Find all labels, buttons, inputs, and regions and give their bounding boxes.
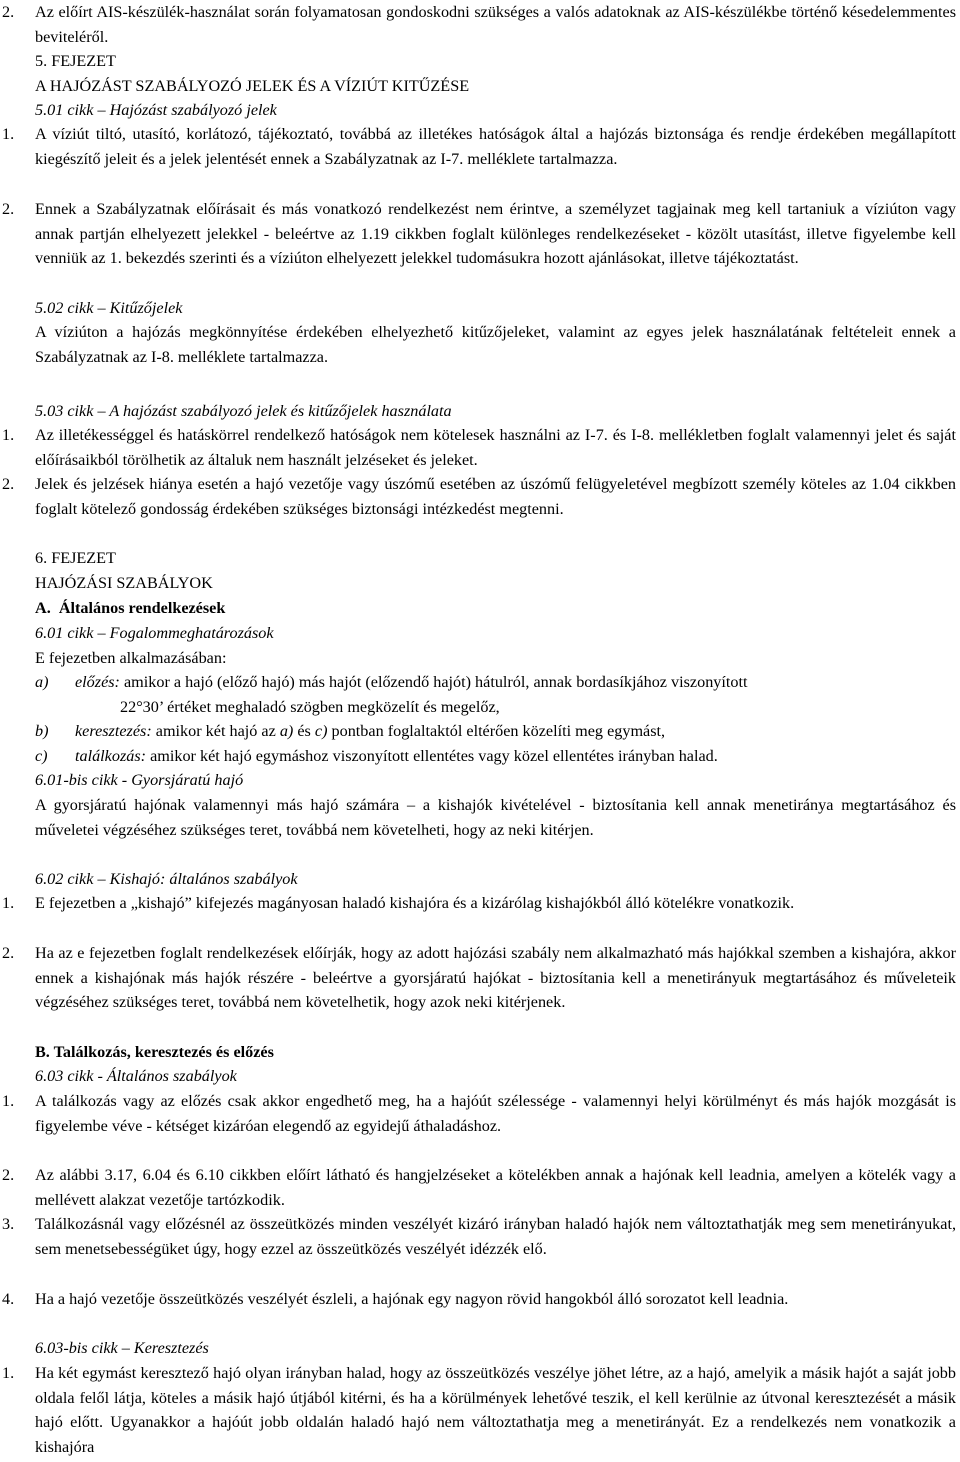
paragraph-6-02-1 xyxy=(0,891,960,916)
paragraph-number: 2. xyxy=(2,475,15,493)
paragraph-text: A víziút tiltó, utasító, korlátozó, tájékoztató, továbbá az illetékes hatóságok által a hajózás biztonsága és rendje érdekében megállapított kiegészítő jeleit és a jelek jelentését ennek a Szabályzatnak az I-7. melléklete tartalmazza. xyxy=(35,125,956,168)
section-letter: A. xyxy=(35,599,51,617)
paragraph-text: Ha az e fejezetben foglalt rendelkezések előírják, hogy az adott hajózási szabály nem alkalmazható más hajókkal szemben a kishajóra, akkor ennek a kishajónak más hajók részére - beleértve a gyorsjáratú hajókat - biztosítania kell a menetirányuk megtartásához és műveleteik végzéséhez szükséges teret, továbbá nem követelhetik, hogy azok neki kitérjenek. xyxy=(35,944,956,1012)
definition-letter: a) xyxy=(35,673,49,691)
section-b-heading xyxy=(35,1040,274,1065)
paragraph-number: 2. xyxy=(2,944,15,962)
paragraph-5-01-2 xyxy=(0,197,960,271)
paragraph-text: Jelek és jelzések hiánya esetén a hajó vezetője vagy úszómű esetében az úszómű felügyeletével megbízott személy köteles az 1.04 cikkben foglalt kötelező gondosság érdekében szükséges biztonsági intézkedést megtenni. xyxy=(35,475,956,518)
definition-c xyxy=(0,744,960,769)
article-5-02-heading: 5.02 cikk – Kitűzőjelek xyxy=(35,299,183,317)
paragraph-text: Ennek a Szabályzatnak előírásait és más vonatkozó rendelkezést nem érintve, a személyzet tagjainak meg kell tartaniuk a víziúton vagy annak partján elhelyezett jelekkel - beleértve az 1.19 cikkben foglalt különleges rendelkezéseket - közölt utasítást, illetve figyelembe kell venniük az 1. bekezdés szerinti és a víziúton elhelyezett jelekkel tudomásukra hozott ajánlásokat, illetve tájékoztatást. xyxy=(35,200,956,268)
paragraph-6-02-2 xyxy=(0,941,960,1015)
chapter-6-title: HAJÓZÁSI SZABÁLYOK xyxy=(35,574,213,592)
paragraph-text: Ha a hajó vezetője összeütközés veszélyét észleli, a hajónak egy nagyon rövid hangokból álló sorozatot kell leadnia. xyxy=(35,1290,789,1308)
article-6-03-bis-heading: 6.03-bis cikk – Keresztezés xyxy=(35,1339,209,1357)
paragraph-text: Az előírt AIS-készülék-használat során folyamatosan gondoskodni szükséges a valós adatoknak az AIS-készülékbe történő késedelemmentes beviteléről. xyxy=(35,3,956,46)
paragraph-text: Az alábbi 3.17, 6.04 és 6.10 cikkben előírt látható és hangjelzéseket a kötelékben annak a hajónak kell leadnia, amelyen a kötelék vagy a mellévett alakzat vezetője tartózkodik. xyxy=(35,1166,956,1209)
definition-text: amikor a hajó (előző hajó) más hajót (előzendő hajót) hátulról, annak bordasíkjához viszonyított xyxy=(124,673,748,691)
paragraph-ais xyxy=(0,0,960,49)
definition-text: és xyxy=(297,722,311,740)
point-reference: a) xyxy=(279,722,294,740)
definition-text: pontban foglaltaktól eltérően közelíti meg egymást, xyxy=(331,722,666,740)
article-6-03-heading: 6.03 cikk - Általános szabályok xyxy=(35,1067,237,1085)
paragraph-number: 3. xyxy=(2,1215,15,1233)
definition-letter: c) xyxy=(35,747,48,765)
definition-term: keresztezés: xyxy=(75,722,152,740)
section-title: Általános rendelkezések xyxy=(58,599,226,617)
article-6-01-bis-heading: 6.01-bis cikk - Gyorsjáratú hajó xyxy=(35,771,244,789)
article-5-01-heading: 5.01 cikk – Hajózást szabályozó jelek xyxy=(35,101,277,119)
paragraph-5-02 xyxy=(0,320,960,369)
definition-text-continued: 22°30’ értéket meghaladó szögben megközelít és megelőz, xyxy=(120,697,500,716)
paragraph-number: 1. xyxy=(2,426,15,444)
definition-text: amikor két hajó az xyxy=(155,722,276,740)
paragraph-number: 2. xyxy=(2,3,15,21)
chapter-5-label: 5. FEJEZET xyxy=(35,52,116,70)
paragraph-6-03-3 xyxy=(0,1212,960,1261)
paragraph-text: A víziúton a hajózás megkönnyítése érdekében elhelyezhető kitűzőjeleket, valamint az egyes jelek használatának feltételeit ennek a Szabályzatnak az I-8. melléklete tartalmazza. xyxy=(35,323,956,366)
paragraph-5-01-1 xyxy=(0,122,960,171)
definition-a xyxy=(0,670,960,719)
section-title: Találkozás, keresztezés és előzés xyxy=(53,1043,274,1061)
paragraph-6-03-bis-1 xyxy=(0,1361,960,1459)
paragraph-number: 1. xyxy=(2,894,15,912)
paragraph-6-03-1 xyxy=(0,1089,960,1138)
paragraph-number: 1. xyxy=(2,1364,15,1382)
paragraph-5-03-2 xyxy=(0,472,960,521)
definition-term: találkozás: xyxy=(75,747,147,765)
paragraph-number: 1. xyxy=(2,125,15,143)
definitions-intro: E fejezetben alkalmazásában: xyxy=(35,649,227,667)
paragraph-6-03-4 xyxy=(0,1287,960,1312)
section-letter: B. xyxy=(35,1043,50,1061)
paragraph-5-03-1 xyxy=(0,423,960,472)
paragraph-number: 2. xyxy=(2,200,15,218)
article-6-02-heading: 6.02 cikk – Kishajó: általános szabályok xyxy=(35,870,298,888)
paragraph-text: A gyorsjáratú hajónak valamennyi más hajó számára – a kishajók kivételével - biztosítania kell annak menetiránya megtartásához és műveletei végzéséhez szükséges teret, továbbá nem követelheti, hogy az neki kitérjen. xyxy=(35,796,956,839)
article-5-03-heading: 5.03 cikk – A hajózást szabályozó jelek és kitűzőjelek használata xyxy=(35,402,452,420)
definition-letter: b) xyxy=(35,722,49,740)
paragraph-number: 4. xyxy=(2,1290,15,1308)
paragraph-text: Ha két egymást keresztező hajó olyan irányban halad, hogy az összeütközés veszélye jöhet létre, az a hajó, amelyik a másik hajót a saját jobb oldala felől látja, köteles a másik hajó útjából kitérni, és ha a körülmények lehetővé teszik, el kell kerülnie az útvonal keresztezését a másik hajó előtt. Ugyanakkor a hajóút jobb oldalán haladó hajó nem változtathatja meg a menetirányát. Ez a rendelkezés nem vonatkozik a kishajóra xyxy=(35,1364,956,1456)
article-6-01-heading: 6.01 cikk – Fogalommeghatározások xyxy=(35,624,274,642)
paragraph-text: Az illetékességgel és hatáskörrel rendelkező hatóságok nem kötelesek használni az I-7. és I-8. mellékletben foglalt valamennyi jelet és saját előírásaikból törölhetik az általuk nem használt jelzéseket és jeleket. xyxy=(35,426,956,469)
chapter-5-title: A HAJÓZÁST SZABÁLYOZÓ JELEK ÉS A VÍZIÚT KITŰZÉSE xyxy=(35,77,470,95)
definition-b xyxy=(0,719,960,744)
point-reference: c) xyxy=(314,722,328,740)
paragraph-text: A találkozás vagy az előzés csak akkor engedhető meg, ha a hajóút szélessége - valamennyi helyi körülményt és más hajók mozgását is figyelembe véve - kétséget kizáróan elegendő az egyidejű áthaladáshoz. xyxy=(35,1092,956,1135)
section-a-heading xyxy=(35,596,225,621)
paragraph-number: 1. xyxy=(2,1092,15,1110)
paragraph-text: Találkozásnál vagy előzésnél az összeütközés minden veszélyét kizáró irányban haladó hajók nem változtathatják meg sem menetirányukat, sem menetsebességüket úgy, hogy ezzel az összeütközés veszélyét idézzék elő. xyxy=(35,1215,956,1258)
definition-term: előzés: xyxy=(75,673,120,691)
paragraph-6-01-bis xyxy=(0,793,960,842)
paragraph-number: 2. xyxy=(2,1166,15,1184)
chapter-6-label: 6. FEJEZET xyxy=(35,549,116,567)
definition-text: amikor két hajó egymáshoz viszonyított ellentétes vagy közel ellentétes irányban halad. xyxy=(150,747,718,765)
paragraph-6-03-2 xyxy=(0,1163,960,1212)
paragraph-text: E fejezetben a „kishajó” kifejezés magányosan haladó kishajóra és a kizárólag kishajókból álló kötelékre vonatkozik. xyxy=(35,894,795,912)
